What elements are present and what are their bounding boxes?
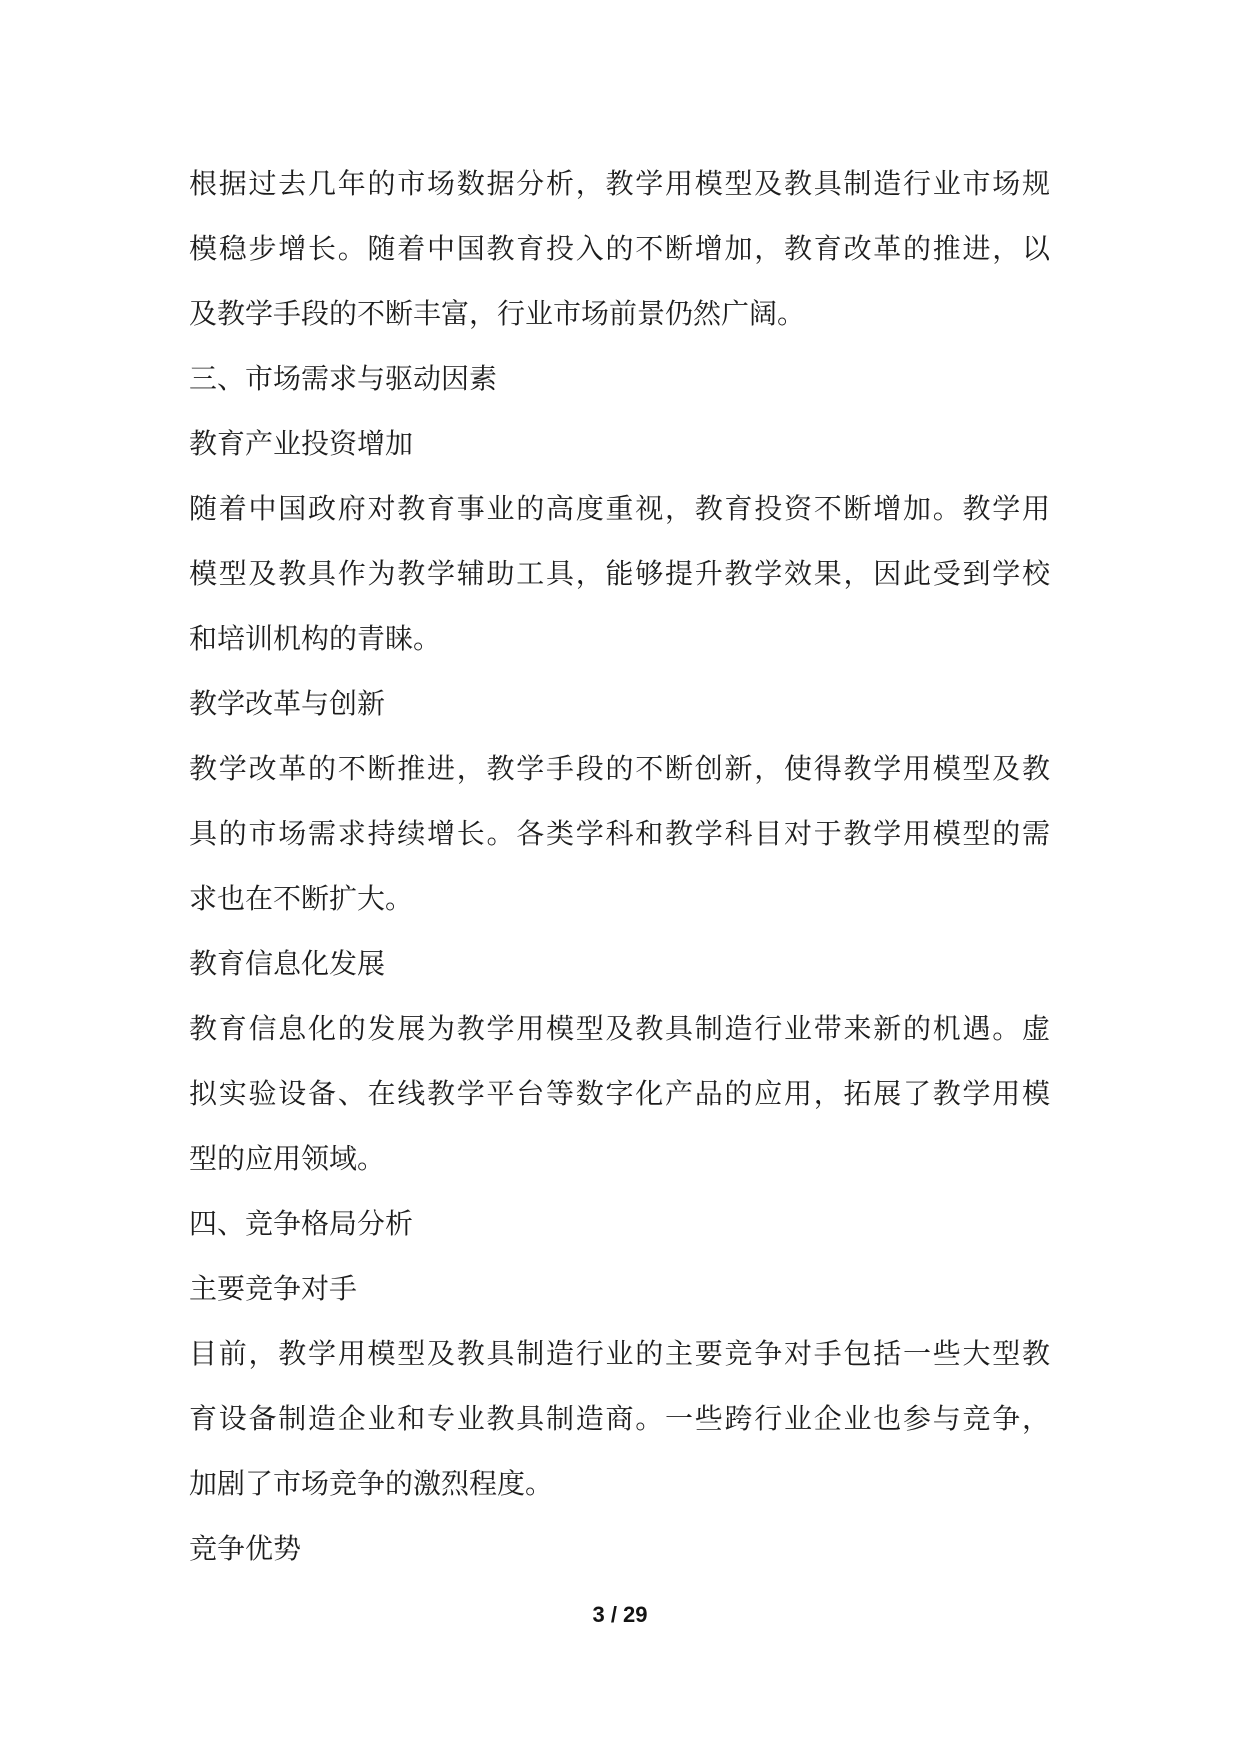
paragraph-line: 根据过去几年的市场数据分析，教学用模型及教具制造行业市场规 xyxy=(189,169,1050,200)
subsection-heading: 主要竞争对手 xyxy=(189,1274,358,1305)
document-body xyxy=(189,152,1050,1582)
subsection-heading: 教育信息化发展 xyxy=(189,949,386,980)
paragraph-line: 具的市场需求持续增长。各类学科和教学科目对于教学用模型的需 xyxy=(189,819,1050,850)
paragraph-line: 育设备制造企业和专业教具制造商。一些跨行业企业也参与竞争， xyxy=(189,1404,1050,1435)
paragraph-line: 模型及教具作为教学辅助工具，能够提升教学效果，因此受到学校 xyxy=(189,559,1050,590)
paragraph-line: 教育信息化的发展为教学用模型及教具制造行业带来新的机遇。虚 xyxy=(189,1014,1050,1045)
section-heading: 三、市场需求与驱动因素 xyxy=(189,364,498,395)
paragraph-line: 教学改革的不断推进，教学手段的不断创新，使得教学用模型及教 xyxy=(189,754,1050,785)
paragraph-line: 加剧了市场竞争的激烈程度。 xyxy=(189,1469,554,1500)
page-footer xyxy=(0,1598,1240,1632)
paragraph-line: 求也在不断扩大。 xyxy=(189,884,414,915)
paragraph-line: 随着中国政府对教育事业的高度重视，教育投资不断增加。教学用 xyxy=(189,494,1050,525)
paragraph-line: 及教学手段的不断丰富，行业市场前景仍然广阔。 xyxy=(189,299,806,330)
section-heading: 四、竞争格局分析 xyxy=(189,1209,414,1240)
paragraph-line: 型的应用领域。 xyxy=(189,1144,386,1175)
paragraph-line: 和培训机构的青睐。 xyxy=(189,624,442,655)
paragraph-line: 目前，教学用模型及教具制造行业的主要竞争对手包括一些大型教 xyxy=(189,1339,1050,1370)
subsection-heading: 竞争优势 xyxy=(189,1534,302,1565)
subsection-heading: 教学改革与创新 xyxy=(189,689,386,720)
subsection-heading: 教育产业投资增加 xyxy=(189,429,414,460)
page-number: 3 / 29 xyxy=(592,1602,648,1627)
paragraph-line: 拟实验设备、在线教学平台等数字化产品的应用，拓展了教学用模 xyxy=(189,1079,1050,1110)
paragraph-line: 模稳步增长。随着中国教育投入的不断增加，教育改革的推进，以 xyxy=(189,234,1050,265)
